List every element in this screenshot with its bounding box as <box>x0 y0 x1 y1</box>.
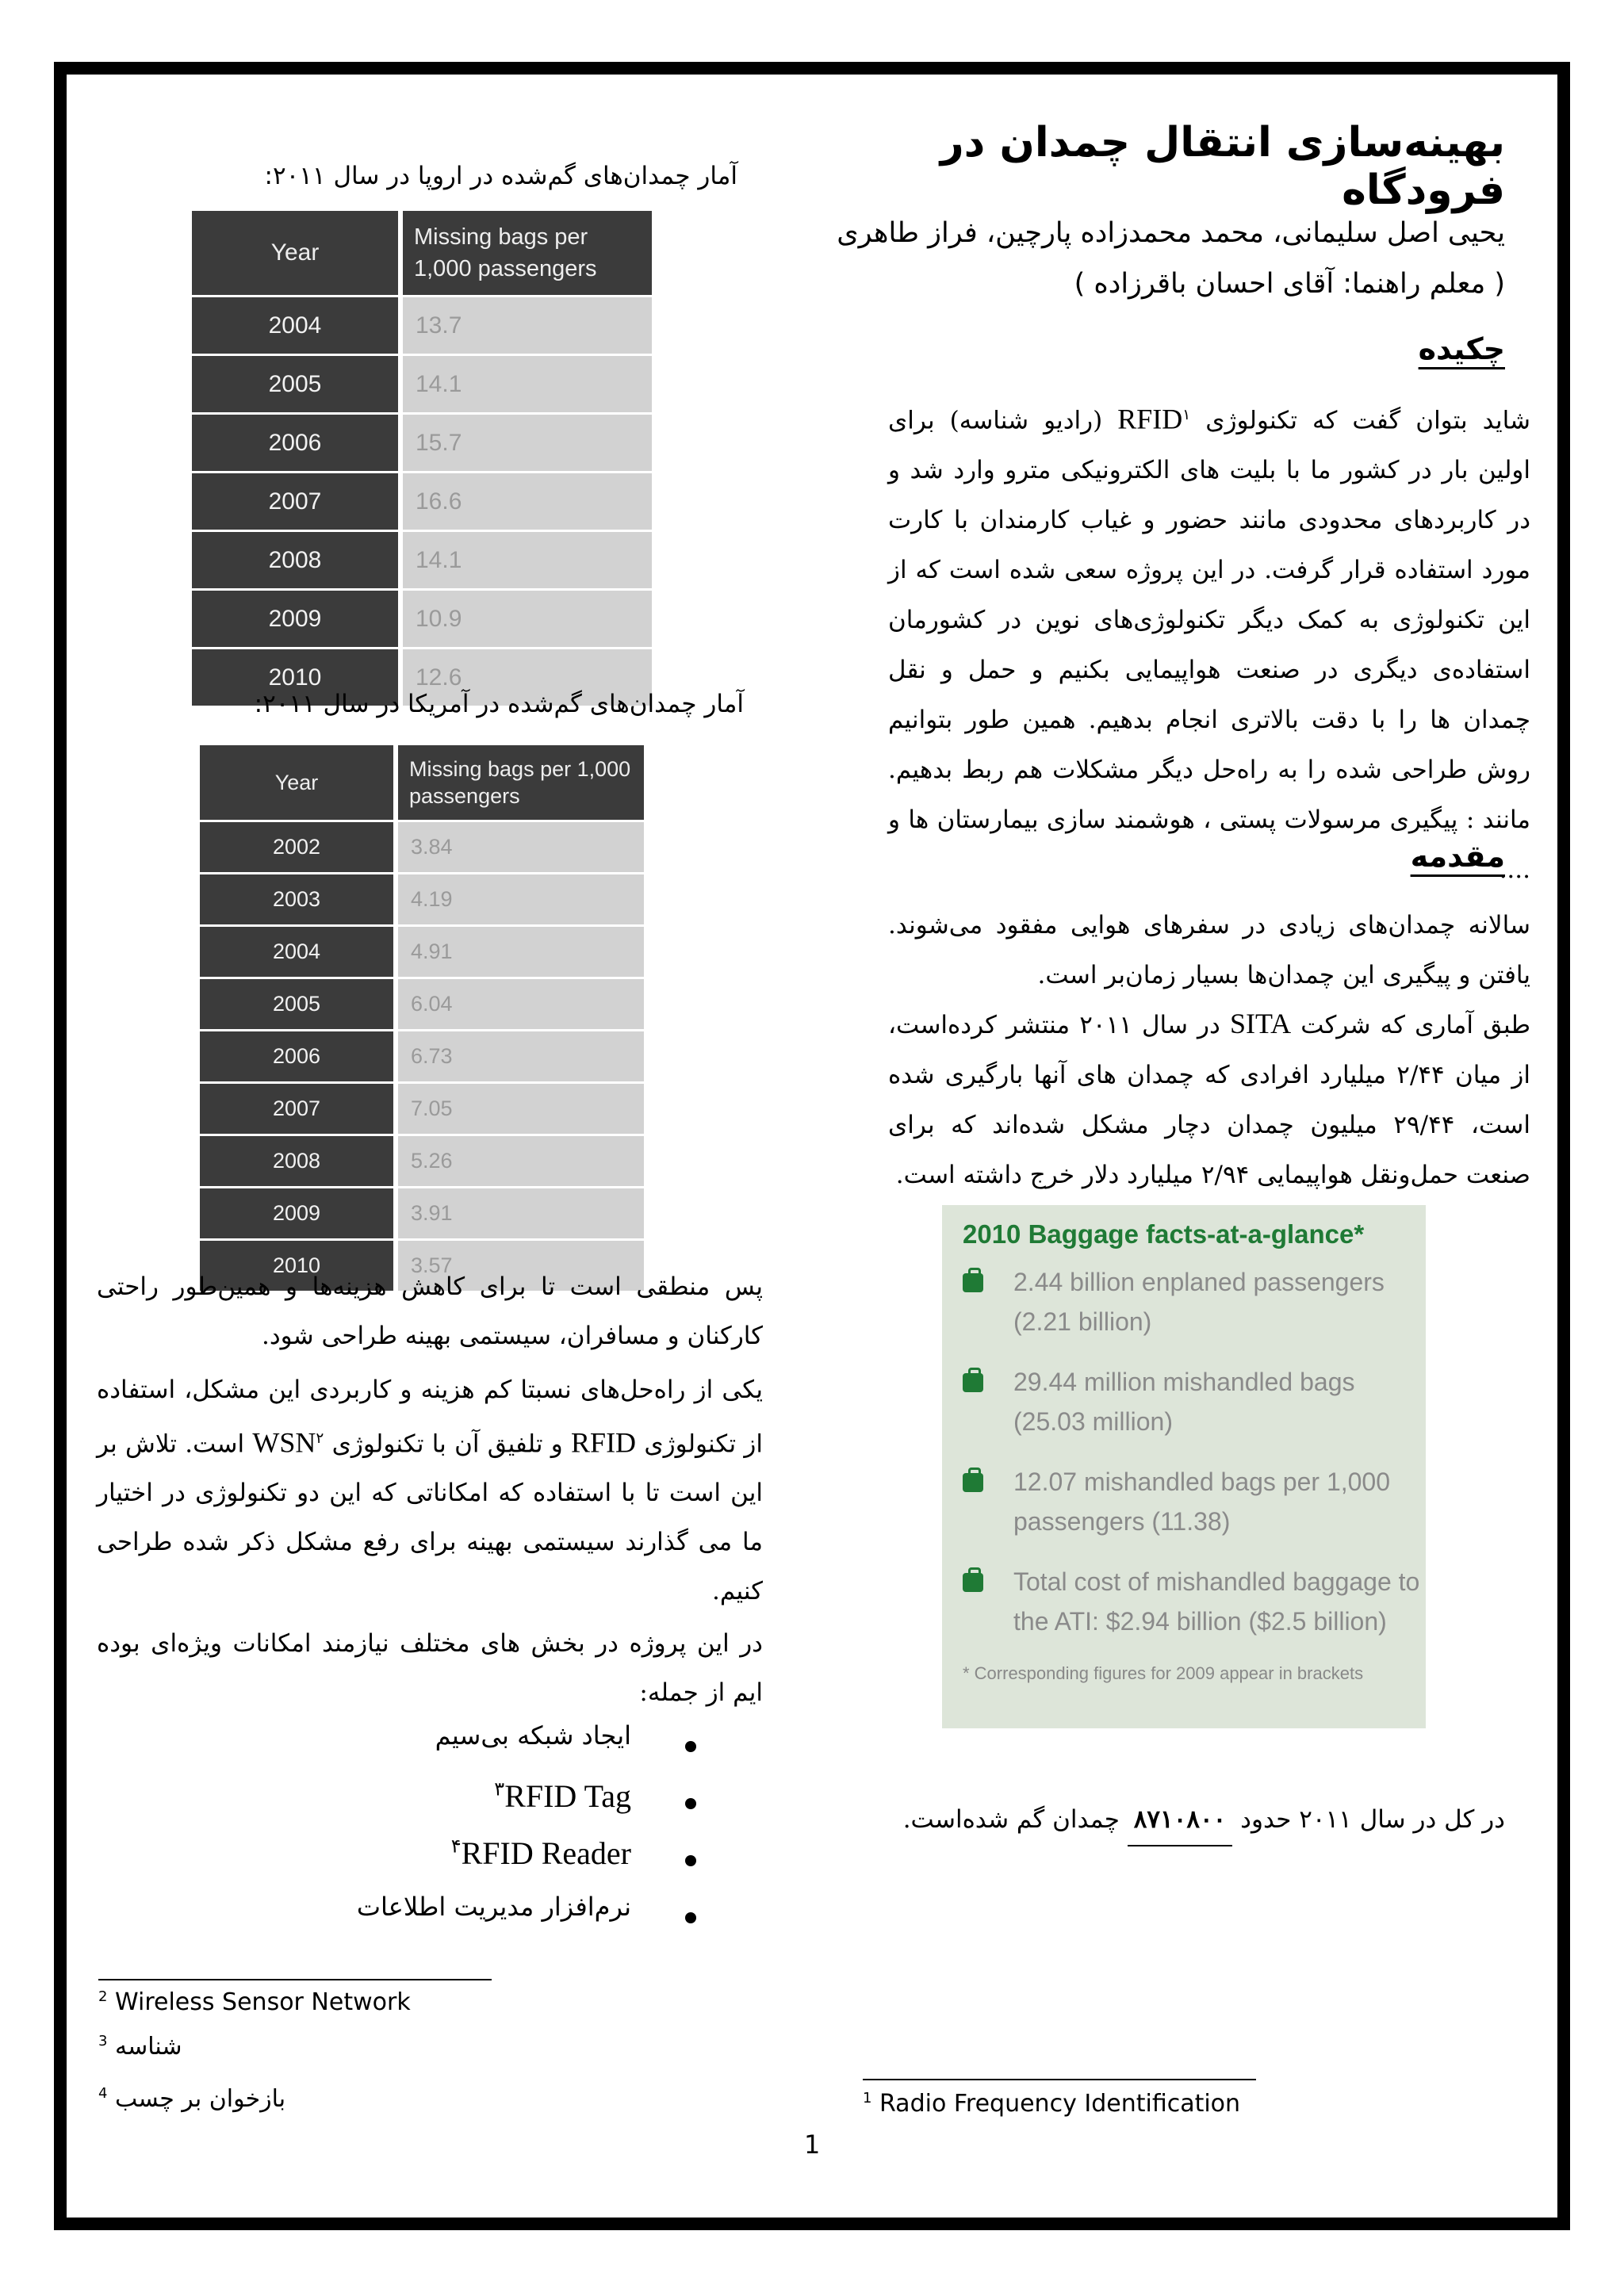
list-item <box>300 1777 696 1835</box>
rfid-term: RFID <box>1117 403 1183 435</box>
sita-term: SITA <box>1229 1008 1292 1039</box>
footnote-text: بازخوان بر چسب <box>115 2085 286 2113</box>
total-text-part: چمدان گم شده‌است. <box>902 1805 1128 1834</box>
table-cell-year: 2005 <box>200 978 396 1031</box>
luggage-icon <box>963 1373 983 1392</box>
table-cell-year: 2004 <box>192 297 400 355</box>
fact-text: 12.07 mishandled bags per 1,000 passengers (11.38) <box>1013 1468 1391 1536</box>
table-cell-value: 16.6 <box>400 473 652 531</box>
table-cell-year: 2005 <box>192 355 400 414</box>
table-row <box>200 1188 644 1240</box>
table-header-year: Year <box>192 211 400 297</box>
intro-para-1: سالانه چمدان‌های زیادی در سفرهای هوایی مفقود می‌شوند. یافتن و پیگیری این چمدان‌ها بسیار زمان‌بر است. <box>888 911 1530 989</box>
left-text-part: یکی از راه‌حل‌های نسبتا کم هزینه و کاربردی این مشکل، استفاده از تکنولوژی <box>97 1376 763 1459</box>
baggage-facts-box <box>942 1205 1426 1728</box>
america-table-caption: آمار چمدان‌های گم‌شده در آمریکا در سال ۲۰۱۱: <box>254 690 744 718</box>
table-row <box>200 1135 644 1188</box>
feature-list <box>300 1720 696 1949</box>
list-item-label: RFID Reader <box>461 1835 631 1871</box>
table-row <box>192 473 652 531</box>
luggage-icon <box>963 1573 983 1592</box>
table-cell-year: 2002 <box>200 821 396 874</box>
fact-item <box>963 1262 1423 1341</box>
footnote-mark: ۲ <box>316 1430 324 1447</box>
table-row <box>200 1031 644 1083</box>
wsn-term: WSN <box>252 1426 316 1459</box>
facts-title: 2010 Baggage facts-at-a-glance* <box>963 1219 1365 1249</box>
europe-table-caption: آمار چمدان‌های گم‌شده در اروپا در سال ۲۰۱۱: <box>264 162 737 190</box>
table-cell-value: 13.7 <box>400 297 652 355</box>
table-header-value: Missing bags per 1,000 passengers <box>400 211 652 297</box>
footnote-4 <box>98 2085 285 2113</box>
intro-para-2 <box>888 999 1530 1200</box>
table-row <box>192 297 652 355</box>
abstract-heading: چکیده <box>1418 331 1505 366</box>
table-row <box>192 531 652 590</box>
fact-text: Total cost of mishandled baggage to the ATI: $2.94 billion ($2.5 billion) <box>1013 1567 1420 1636</box>
table-row <box>192 590 652 649</box>
table-cell-year: 2003 <box>200 874 396 926</box>
table-cell-year: 2010 <box>200 1240 396 1292</box>
table-cell-value: 6.73 <box>396 1031 644 1083</box>
bullet-icon <box>685 1741 696 1752</box>
left-text-part: است. تلاش بر این است تا با استفاده که امکاناتی که این دو تکنولوژی در اختیار ما می گذارند سیستمی بهینه برای رفع مشکل ذکر شده طراحی کنیم. <box>97 1429 763 1606</box>
rfid-term: RFID <box>571 1426 637 1459</box>
list-item-label: ایجاد شبکه بی‌سیم <box>435 1720 631 1751</box>
table-header-value: Missing bags per 1,000 passengers <box>396 745 644 821</box>
total-text-part: در کل در سال ۲۰۱۱ حدود <box>1232 1805 1505 1834</box>
facts-note: * Corresponding figures for 2009 appear in brackets <box>963 1663 1364 1683</box>
footnote-number: 1 <box>863 2090 872 2107</box>
footnote-text: شناسه <box>115 2033 182 2061</box>
table-cell-year: 2010 <box>192 649 400 706</box>
fact-item <box>963 1362 1423 1441</box>
left-para-2 <box>97 1365 763 1616</box>
table-cell-year: 2004 <box>200 926 396 978</box>
luggage-icon <box>963 1473 983 1492</box>
table-cell-year: 2006 <box>200 1031 396 1083</box>
table-cell-value: 14.1 <box>400 531 652 590</box>
table-row <box>200 978 644 1031</box>
intro-text-part: طبق آماری که شرکت <box>1291 1011 1530 1039</box>
bullet-icon <box>685 1912 696 1923</box>
footnote-3 <box>98 2033 182 2061</box>
table-cell-value: 3.91 <box>396 1188 644 1240</box>
table-cell-value: 12.6 <box>400 649 652 706</box>
fact-item <box>963 1562 1423 1641</box>
list-item <box>300 1892 696 1949</box>
author-block <box>791 208 1505 309</box>
luggage-icon <box>963 1273 983 1292</box>
table-cell-value: 6.04 <box>396 978 644 1031</box>
fact-text: 2.44 billion enplaned passengers (2.21 billion) <box>1013 1268 1385 1336</box>
europe-baggage-table <box>192 211 652 706</box>
table-cell-value: 14.1 <box>400 355 652 414</box>
authors: یحیی اصل سلیمانی، محمد محمدزاده پارچین، فراز طاهری <box>837 217 1505 249</box>
abstract-text-part: شاید بتوان گفت که تکنولوژی <box>1190 406 1530 435</box>
footnote-mark: ۳ <box>494 1779 505 1800</box>
america-baggage-table <box>200 745 644 1291</box>
footnote-text: Wireless Sensor Network <box>115 1988 411 2016</box>
total-lost-sentence <box>791 1795 1505 1846</box>
table-cell-year: 2008 <box>192 531 400 590</box>
table-row <box>200 874 644 926</box>
footnote-mark: ۱ <box>1182 407 1191 423</box>
bullet-icon <box>685 1798 696 1809</box>
fact-text: 29.44 million mishandled bags (25.03 million) <box>1013 1368 1355 1436</box>
footnote-number: 2 <box>98 1988 108 2005</box>
table-cell-year: 2007 <box>192 473 400 531</box>
left-para-3: در این پروژه در بخش های مختلف نیازمند امکانات ویژه‌ای بوده ایم از جمله: <box>97 1629 763 1707</box>
footnote-2 <box>98 1988 411 2016</box>
intro-text-part: در سال ۲۰۱۱ منتشر کرده‌است، از میان ۲/۴۴ میلیارد افرادی که چمدان های آنها بارگیری شده است، ۲۹/۴۴ میلیون چمدان دچار مشکل شده‌اند که برای صنعت حمل‌ونقل هواپیمایی ۲/۹۴ میلیارد دلار خرج داشته است. <box>888 1011 1530 1189</box>
left-text-part: و تلفیق آن با تکنولوژی <box>324 1429 572 1459</box>
footnote-number: 4 <box>98 2085 108 2102</box>
page-title: بهینه‌سازی انتقال چمدان در فرودگاه <box>940 119 1505 214</box>
list-item <box>300 1835 696 1892</box>
table-cell-value: 3.57 <box>396 1240 644 1292</box>
table-cell-year: 2009 <box>200 1188 396 1240</box>
abstract-text-part: (رادیو شناسه) برای اولین بار در کشور ما با بلیت های الکترونیکی مترو وارد شد و در کاربردهای محدودی مانند حضور و غیاب کارمندان با کارت مورد استفاده قرار گرفت. در این پروژه سعی شده است که از این تکنولوژی به کمک دیگر تکنولوژی‌های نوین در کشورمان استفاده‌ی دیگری در صنعت هواپیمایی بکنیم و حمل و نقل چمدان ها را با دقت بالاتری انجام بدهیم. همین طور بتوانیم روش طراحی شده را به راه‌حل دیگر مشکلات هم ربط بدهیم. مانند : پیگیری مرسولات پستی ، هوشمند سازی بیمارستان ها و .... <box>888 406 1530 885</box>
list-item-label: نرم‌افزار مدیریت اطلاعات <box>356 1892 631 1922</box>
advisor: ( معلم راهنما: آقای احسان باقرزاده ) <box>1074 268 1505 300</box>
footnote-text: Radio Frequency Identification <box>879 2090 1241 2118</box>
table-cell-year: 2009 <box>192 590 400 649</box>
footnote-mark: ۴ <box>450 1836 462 1858</box>
footnote-separator <box>98 1979 492 1980</box>
table-row <box>192 355 652 414</box>
page-number: 1 <box>804 2130 821 2160</box>
list-item <box>300 1720 696 1777</box>
table-cell-year: 2006 <box>192 414 400 473</box>
fact-item <box>963 1462 1423 1541</box>
table-cell-value: 4.91 <box>396 926 644 978</box>
footnote-number: 3 <box>98 2033 108 2049</box>
table-cell-value: 15.7 <box>400 414 652 473</box>
table-cell-value: 4.19 <box>396 874 644 926</box>
list-item-label: RFID Tag <box>504 1778 631 1814</box>
table-row <box>200 1083 644 1135</box>
table-cell-value: 3.84 <box>396 821 644 874</box>
footnote-separator <box>863 2079 1256 2080</box>
table-cell-value: 10.9 <box>400 590 652 649</box>
table-cell-year: 2008 <box>200 1135 396 1188</box>
intro-heading: مقدمه <box>1410 839 1505 874</box>
table-cell-value: 7.05 <box>396 1083 644 1135</box>
footnote-1 <box>863 2090 1240 2118</box>
table-row <box>200 926 644 978</box>
table-header-year: Year <box>200 745 396 821</box>
abstract-text <box>888 390 1530 895</box>
table-row <box>192 414 652 473</box>
bullet-icon <box>685 1855 696 1866</box>
left-para-1: پس منطقی است تا برای کاهش هزینه‌ها و همین‌طور راحتی کارکنان و مسافران، سیستمی بهینه طراحی شود. <box>97 1272 763 1350</box>
table-cell-value: 5.26 <box>396 1135 644 1188</box>
table-row <box>200 821 644 874</box>
total-lost-number: ۸۷۱۰۸۰۰ <box>1128 1795 1233 1846</box>
table-cell-year: 2007 <box>200 1083 396 1135</box>
